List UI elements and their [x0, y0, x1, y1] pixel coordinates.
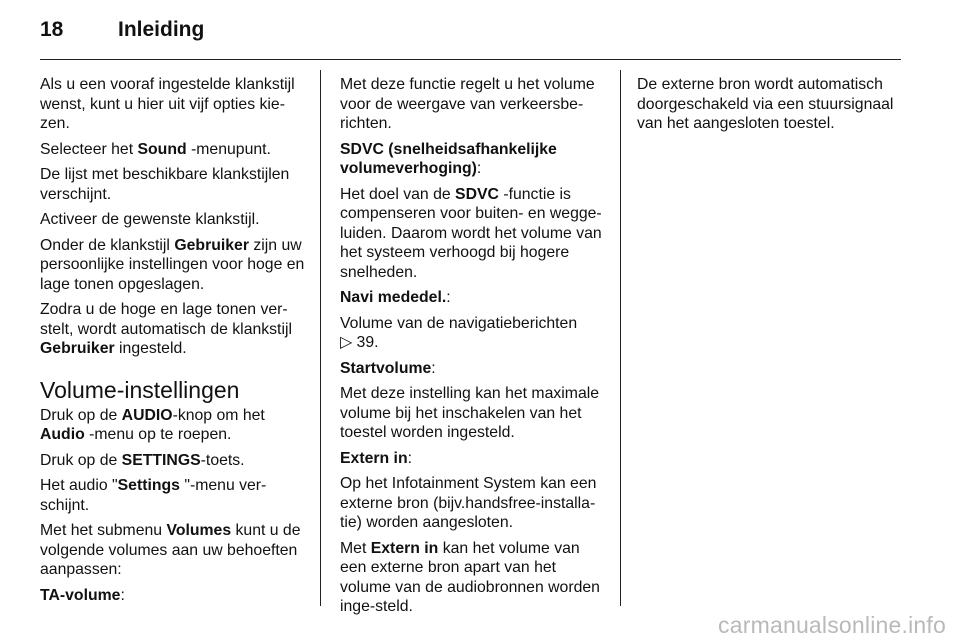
paragraph: Op het Infotainment System kan een externe bron (bijv.handsfree-installa-tie) worden aangesloten.	[340, 475, 597, 531]
column-3	[637, 75, 905, 140]
header-rule	[40, 59, 901, 60]
paragraph: Activeer de gewenste klankstijl.	[40, 211, 260, 228]
paragraph: Druk op de AUDIO-knop om het Audio -menu op te roepen.	[40, 406, 265, 443]
paragraph: Met deze instelling kan het maximale volume bij het inschakelen van het toestel worden ingesteld.	[340, 385, 600, 441]
paragraph: Het doel van de SDVC -functie is compenseren voor buiten- en wegge-luiden. Daarom wordt het volume van het systeem verhoogd bij hogere snelheden.	[340, 185, 602, 281]
paragraph: De lijst met beschikbare klankstijlen verschijnt.	[40, 166, 290, 203]
watermark: carmanualsonline.info	[718, 612, 946, 638]
paragraph: Onder de klankstijl Gebruiker zijn uw persoonlijke instellingen voor hoge en lage tonen opgeslagen.	[40, 236, 305, 293]
paragraph: Zodra u de hoge en lage tonen ver-stelt, wordt automatisch de klankstijl Gebruiker ingesteld.	[40, 301, 292, 357]
page-ref-arrow-icon: ▷	[340, 334, 353, 351]
paragraph: Volume van de navigatieberichten ▷ 39.	[340, 314, 578, 351]
column-2	[340, 75, 606, 623]
page-number: 18	[40, 18, 64, 41]
page-title: Inleiding	[118, 18, 205, 41]
paragraph: Navi mededel.:	[340, 289, 451, 306]
paragraph: Als u een vooraf ingestelde klankstijl wenst, kunt u hier uit vijf opties kie-zen.	[40, 76, 295, 132]
paragraph: SDVC (snelheidsafhankelijke volumeverhoging):	[340, 140, 557, 177]
paragraph: Met deze functie regelt u het volume voor de weergave van verkeersbe-richten.	[340, 76, 595, 132]
paragraph: Startvolume:	[340, 359, 436, 377]
paragraph: Selecteer het Sound -menupunt.	[40, 140, 271, 158]
column-1	[40, 75, 306, 611]
paragraph: Extern in:	[340, 449, 412, 467]
section-heading: Volume-instellingen	[40, 376, 240, 403]
paragraph: TA-volume:	[40, 586, 125, 604]
paragraph: Met Extern in kan het volume van een externe bron apart van het volume van de audiobronnen worden inge-steld.	[340, 539, 600, 615]
paragraph: Druk op de SETTINGS-toets.	[40, 451, 245, 469]
page-header	[40, 18, 900, 48]
column-divider-2	[620, 70, 621, 606]
paragraph: Het audio "Settings "-menu ver-schijnt.	[40, 477, 267, 514]
column-divider-1	[320, 70, 321, 606]
paragraph: De externe bron wordt automatisch doorgeschakeld via een stuursignaal van het aangesloten toestel.	[637, 76, 894, 132]
paragraph: Met het submenu Volumes kunt u de volgende volumes aan uw behoeften aanpassen:	[40, 522, 301, 578]
page-reference: 39.	[356, 334, 379, 351]
